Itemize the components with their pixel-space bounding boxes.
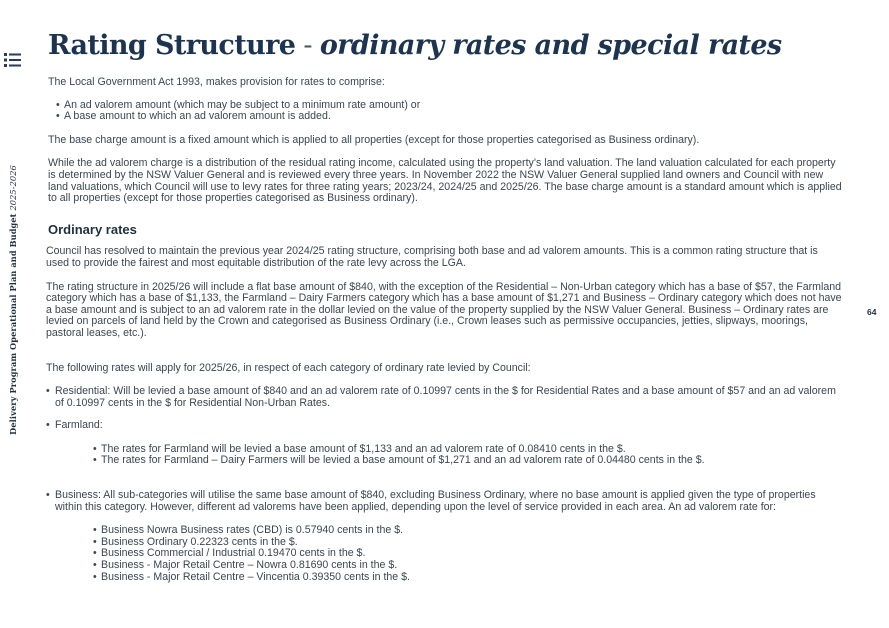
rates-list: [46, 386, 842, 583]
farmland-sub-item: • The rates for Farmland will be levied a base amount of $1,133 and an ad valorem rate of 0.08410 cents in the $.: [93, 444, 842, 456]
business-sub-item: • Business Nowra Business rates (CBD) is 0.57940 cents in the $.: [93, 525, 842, 537]
ad-valorem-paragraph: While the ad valorem charge is a distribution of the residual rating income, calculated using the property’s land valuation. The land valuation calculated for each property is determined by the NSW Valuer General and is reviewed every three years. In November 2022 the NSW Valuer General supplied land owners and Council with new land valuations, which Council will use to levy rates for three rating years; 2023/24, 2024/25 and 2025/26. The base charge amount is a standard amount which is applied to all properties (except for those properties categorised as Business ordinary).: [48, 157, 842, 205]
title-separator: -: [295, 30, 320, 61]
following-rates-paragraph: The following rates will apply for 2025/26, in respect of each category of ordinary rate levied by Council:: [46, 361, 531, 374]
residential-item: • Residential: Will be levied a base amount of $840 and an ad valorem rate of 0.10997 cents in the $ for Residential Rates and a base amount of $57 and an ad valorem of 0.10997 cents in the $ for Residential Non-Urban Rates.: [46, 386, 842, 409]
title-main: Rating Structure: [48, 30, 296, 61]
business-sub-item: • Business - Major Retail Centre – Nowra 0.81690 cents in the $.: [93, 560, 842, 572]
business-sub-item: • Business - Major Retail Centre – Vincentia 0.39350 cents in the $.: [93, 572, 842, 584]
business-sub-list: [93, 525, 842, 583]
ordinary-rates-section: [46, 246, 842, 583]
page-content: [48, 77, 842, 583]
page-title: [48, 30, 782, 61]
business-sub-item: • Business Ordinary 0.22323 cents in the $.: [93, 537, 842, 549]
business-text: Business: All sub-categories will utilise the same base amount of $840, excluding Business Ordinary, where no base amount is applied given the type of properties within this category. However, different ad valorems have been applied, depending upon the level of service provided in each area. An ad valorem rate for:: [55, 489, 816, 513]
base-charge-paragraph: The base charge amount is a fixed amount which is applied to all properties (except for those properties categorised as Business ordinary).: [48, 133, 700, 146]
rating-structure-paragraph: The rating structure in 2025/26 will include a flat base amount of $840, with the exception of the Residential – Non-Urban category which has a base of $57, the Farmland category which has a base of $1,133, the Farmland – Dairy Farmers category which has a base amount of $1,271 and Business – Ordinary category which does not have a base amount and is subject to an ad valorem rate in the dollar levied on the value of the property supplied by the NSW Valuer General. Business – Ordinary rates are levied on parcels of land held by the Crown and categorised as Business Ordinary (i.e., Crown leases such as permissive occupancies, jetties, slipways, moorings, pastoral leases, etc.).: [46, 280, 842, 339]
side-label-main: Delivery Program Operational Plan and Budget: [8, 213, 18, 435]
farmland-item: [46, 420, 842, 467]
intro-item: • An ad valorem amount (which may be subject to a minimum rate amount) or: [56, 100, 842, 112]
intro-item: • A base amount to which an ad valorem amount is added.: [56, 111, 842, 123]
maintain-structure-paragraph: Council has resolved to maintain the previous year 2024/25 rating structure, comprising both base and ad valorem amounts. This is a common rating structure that is used to provide the fairest and most equitable distribution of the rate levy across the LGA.: [46, 245, 818, 269]
list-menu-icon[interactable]: [4, 52, 22, 68]
business-item: [46, 490, 842, 583]
farmland-sub-item: • The rates for Farmland – Dairy Farmers will be levied a base amount of $1,271 and an ad valorem rate of 0.04480 cents in the $.: [93, 455, 842, 467]
title-italic: ordinary rates and special rates: [319, 30, 782, 61]
ordinary-rates-heading: Ordinary rates: [48, 221, 137, 237]
business-sub-item: • Business Commercial / Industrial 0.19470 cents in the $.: [93, 548, 842, 560]
page-number: 64: [867, 307, 877, 317]
intro-text: The Local Government Act 1993, makes provision for rates to comprise:: [48, 76, 385, 88]
farmland-sub-list: [93, 444, 842, 467]
intro-list: [56, 100, 842, 123]
side-label-years: 2025-2026: [8, 165, 18, 211]
farmland-label: Farmland:: [55, 419, 103, 432]
